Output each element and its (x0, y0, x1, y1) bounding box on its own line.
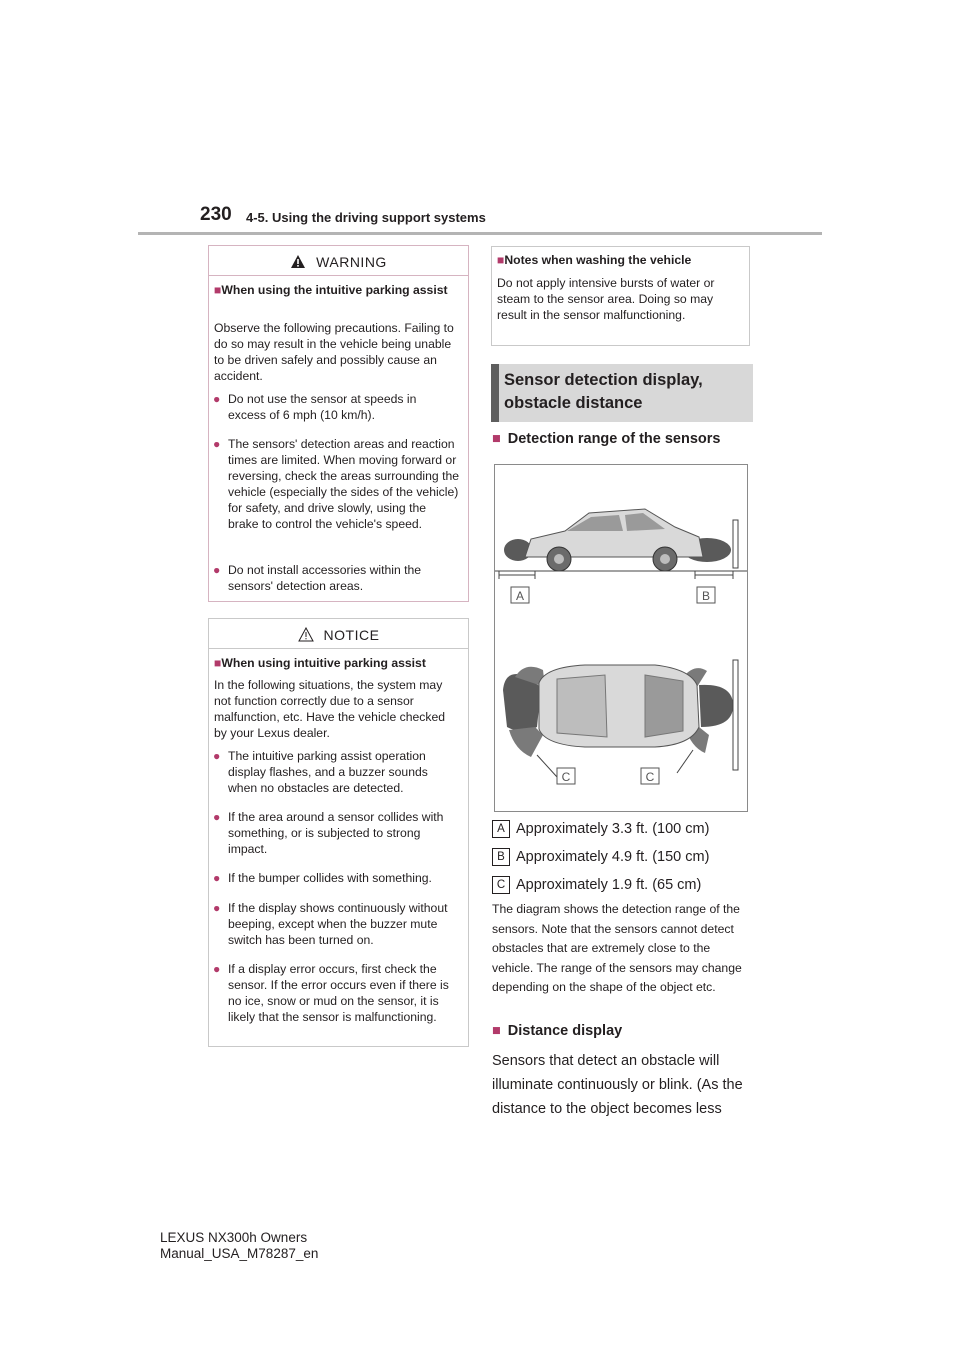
sensor-heading-text: Sensor detection display, obstacle distance (504, 371, 703, 412)
warning-bullet: ● Do not install accessories within the sensors' detection areas. (213, 563, 422, 593)
svg-text:C: C (561, 770, 571, 784)
label-c-right (641, 768, 659, 784)
section-title: 4-5. Using the driving support systems (246, 210, 486, 225)
label-a (511, 587, 529, 603)
warning-subheading: ■When using the intuitive parking assist (214, 283, 448, 297)
notice-subheading: ■When using intuitive parking assist (214, 656, 426, 670)
label-c-left (557, 768, 575, 784)
notice-bullet: ● If the display shows continuously without beeping, except when the buzzer mute switch has been turned on. (213, 901, 448, 947)
warning-divider (209, 275, 468, 276)
svg-text:C: C (645, 770, 655, 784)
notice-bullet: ● If the bumper collides with something. (213, 871, 432, 885)
washing-notes-box (491, 246, 750, 346)
warning-bullet: ● Do not use the sensor at speeds in excess of 6 mph (10 km/h). (213, 392, 417, 422)
page-number: 230 (200, 204, 232, 225)
detection-range-heading: ■ Detection range of the sensors (492, 431, 721, 447)
warning-title: WARNING (209, 254, 468, 270)
detection-diagram-svg (495, 465, 747, 811)
label-b (697, 587, 715, 603)
washing-subheading: ■Notes when washing the vehicle (497, 253, 692, 267)
heading-accent-bar (491, 364, 499, 422)
distance-display-text: Sensors that detect an obstacle will illuminate continuously or blink. (As the distance to the object becomes less (492, 1053, 743, 1117)
notice-title: NOTICE (209, 627, 468, 643)
notice-bullet: ● If the area around a sensor collides with something, or is subjected to strong impact. (213, 810, 444, 856)
notice-icon (298, 627, 314, 642)
detection-note: The diagram shows the detection range of the sensors. Note that the sensors cannot detect obstacles that are extremely close to the vehicle. The range of the sensors may change depending on the shape of the object etc. (492, 902, 742, 994)
legend-item-c: C Approximately 1.9 ft. (65 cm) (492, 876, 701, 894)
sensor-section-heading (491, 364, 753, 422)
header-divider (138, 232, 822, 235)
top-view (503, 660, 738, 777)
notice-bullet: ● The intuitive parking assist operation display flashes, and a buzzer sounds when no obstacles are detected. (213, 749, 428, 795)
legend-item-b: B Approximately 4.9 ft. (150 cm) (492, 848, 709, 866)
washing-text: Do not apply intensive bursts of water or steam to the sensor area. Doing so may result in the sensor malfunctioning. (497, 276, 715, 322)
svg-text:B: B (701, 589, 711, 603)
notice-bullet: ● If a display error occurs, first check the sensor. If the error occurs even if there is no ice, snow or mud on the sensor, it is likely that the sensor is malfunctioning. (213, 962, 449, 1024)
svg-text:A: A (515, 589, 525, 603)
notice-intro: In the following situations, the system may not function correctly due to a sensor malfunction, etc. Have the vehicle checked by your Lexus dealer. (214, 678, 446, 740)
notice-divider (209, 648, 468, 649)
distance-display-heading: ■ Distance display (492, 1023, 623, 1039)
detection-range-diagram (494, 464, 748, 812)
warning-box (208, 245, 469, 602)
notice-box (208, 618, 469, 1047)
side-view (495, 509, 747, 579)
warning-intro: Observe the following precautions. Failing to do so may result in the vehicle being unable to be driven safely and possibly cause an accident. (214, 321, 454, 383)
legend-item-a: A Approximately 3.3 ft. (100 cm) (492, 820, 709, 838)
warning-bullet: ● The sensors' detection areas and reaction times are limited. When moving forward or reversing, check the areas surrounding the vehicle (especially the sides of the vehicle) for safety, and drive slowly, using the brake to control the vehicle's speed. (213, 437, 460, 531)
footer-manual-id: LEXUS NX300h Owners Manual_USA_M78287_en (160, 1230, 319, 1261)
warning-icon (290, 254, 306, 269)
